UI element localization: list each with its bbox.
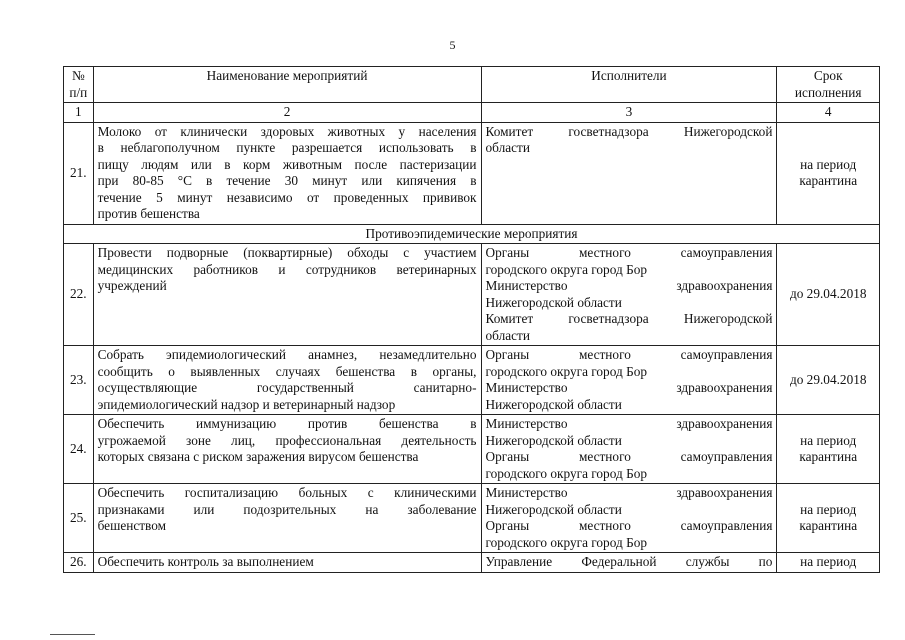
term-line: карантина: [799, 173, 858, 188]
executor-line: Комитет госветнадзора Нижегородской: [485, 311, 773, 326]
term-line: на период: [800, 156, 857, 172]
term: [777, 346, 880, 415]
executor-line: Министерство здравоохранения: [485, 416, 773, 431]
executor-line: Нижегородской области: [485, 501, 622, 517]
executor-line: Нижегородской области: [485, 396, 622, 412]
measure-name: [93, 415, 481, 484]
measure-name: [93, 122, 481, 224]
term-line: карантина: [799, 449, 858, 464]
measure-name-line: медицинских работников и сотрудников ветеринарных: [97, 261, 477, 277]
measure-name-line: угрожаемой зоне лиц, профессиональная деятельность: [97, 432, 477, 448]
col-number: 1: [64, 103, 94, 123]
table-row: [64, 415, 880, 484]
executor-line: области: [485, 140, 530, 155]
measure-name-line: Молоко от клинически здоровых животных у населения: [97, 123, 477, 139]
measure-name-line: Обеспечить госпитализацию больных с клиническими: [97, 485, 477, 500]
term: [777, 244, 880, 346]
column-number-row: [64, 103, 880, 123]
term: [777, 484, 880, 553]
executors: [481, 346, 777, 415]
row-number: 21.: [64, 122, 94, 224]
executors: [481, 415, 777, 484]
executor-line: Министерство здравоохранения: [485, 278, 773, 293]
executors: [481, 553, 777, 573]
executors: [481, 122, 777, 224]
row-number: 22.: [64, 244, 94, 346]
executor-line: Органы местного самоуправления: [485, 449, 773, 464]
row-number: 25.: [64, 484, 94, 553]
executor-line: Министерство здравоохранения: [485, 380, 773, 395]
executor-line: Органы местного самоуправления: [485, 347, 773, 362]
measure-name-line: сообщить о выявленных случаях бешенства в органы,: [97, 363, 477, 379]
executor-line: городского округа город Бор: [485, 261, 647, 277]
measure-name-line: пищу людям или в корм животным после пастеризации: [97, 156, 477, 172]
measure-name-line: при 80-85 °С в течение 30 минут или кипячения в: [97, 173, 477, 188]
term-line: карантина: [799, 518, 858, 533]
executor-line: Органы местного самоуправления: [485, 245, 773, 260]
executor-line: Комитет госветнадзора Нижегородской: [485, 123, 773, 139]
table-header-row: [64, 67, 880, 103]
term-line: на период: [800, 554, 857, 569]
measure-name-line: против бешенства: [97, 206, 200, 221]
measure-name-line: осуществляющие государственный санитарно-: [97, 380, 477, 395]
executor-line: городского округа город Бор: [485, 534, 647, 550]
col-number: 2: [93, 103, 481, 123]
measure-name-line: Обеспечить контроль за выполнением: [97, 554, 314, 569]
executor-line: Нижегородской области: [485, 432, 622, 448]
header-num: № п/п: [64, 67, 94, 103]
measure-name-line: течение 5 минут независимо от проведенных прививок: [97, 189, 477, 205]
row-number: 26.: [64, 553, 94, 573]
measure-name-line: Обеспечить иммунизацию против бешенства в: [97, 416, 477, 431]
executors: [481, 244, 777, 346]
measure-name-line: в неблагополучном пункте разрешается использовать в: [97, 140, 477, 155]
row-number: 24.: [64, 415, 94, 484]
measure-name: [93, 553, 481, 573]
term-line: до 29.04.2018: [789, 371, 867, 387]
executor-line: Органы местного самоуправления: [485, 518, 773, 533]
term-line: на период: [800, 501, 857, 517]
measure-name: [93, 346, 481, 415]
executor-line: области: [485, 327, 530, 343]
measure-name-line: Провести подворные (поквартирные) обходы с участием: [97, 245, 477, 260]
measure-name-line: которых связана с риском заражения вирусом бешенства: [97, 449, 419, 464]
row-number: 23.: [64, 346, 94, 415]
header-executors: Исполнители: [481, 67, 777, 103]
term: [777, 553, 880, 573]
measure-name-line: признаками или подозрительных на заболевание: [97, 501, 477, 517]
measures-table: [63, 66, 880, 573]
table-row: [64, 122, 880, 224]
measure-name-line: Собрать эпидемиологический анамнез, незамедлительно: [97, 347, 477, 362]
table-row: [64, 244, 880, 346]
col-number: 3: [481, 103, 777, 123]
measure-name-line: эпидемиологический надзор и ветеринарный надзор: [97, 396, 396, 412]
measure-name: [93, 244, 481, 346]
measure-name-line: бешенством: [97, 518, 167, 533]
measure-name: [93, 484, 481, 553]
executor-line: Нижегородской области: [485, 294, 622, 310]
col-number: 4: [777, 103, 880, 123]
table-row: [64, 553, 880, 573]
page-number: 5: [449, 38, 456, 52]
header-name: Наименование мероприятий: [93, 67, 481, 103]
executor-line: городского округа город Бор: [485, 465, 647, 481]
section-header-row: [64, 224, 880, 244]
table-row: [64, 484, 880, 553]
term: [777, 415, 880, 484]
header-term: Срок исполнения: [777, 67, 880, 103]
executors: [481, 484, 777, 553]
term-line: на период: [800, 432, 857, 448]
term-line: до 29.04.2018: [789, 286, 867, 302]
executor-line: Министерство здравоохранения: [485, 485, 773, 500]
section-title: Противоэпидемические мероприятия: [64, 224, 880, 244]
term: [777, 122, 880, 224]
table-row: [64, 346, 880, 415]
footer-rule: [50, 634, 95, 635]
executor-line: Управление Федеральной службы по: [485, 554, 773, 569]
executor-line: городского округа город Бор: [485, 363, 647, 379]
measure-name-line: учреждений: [97, 278, 167, 293]
